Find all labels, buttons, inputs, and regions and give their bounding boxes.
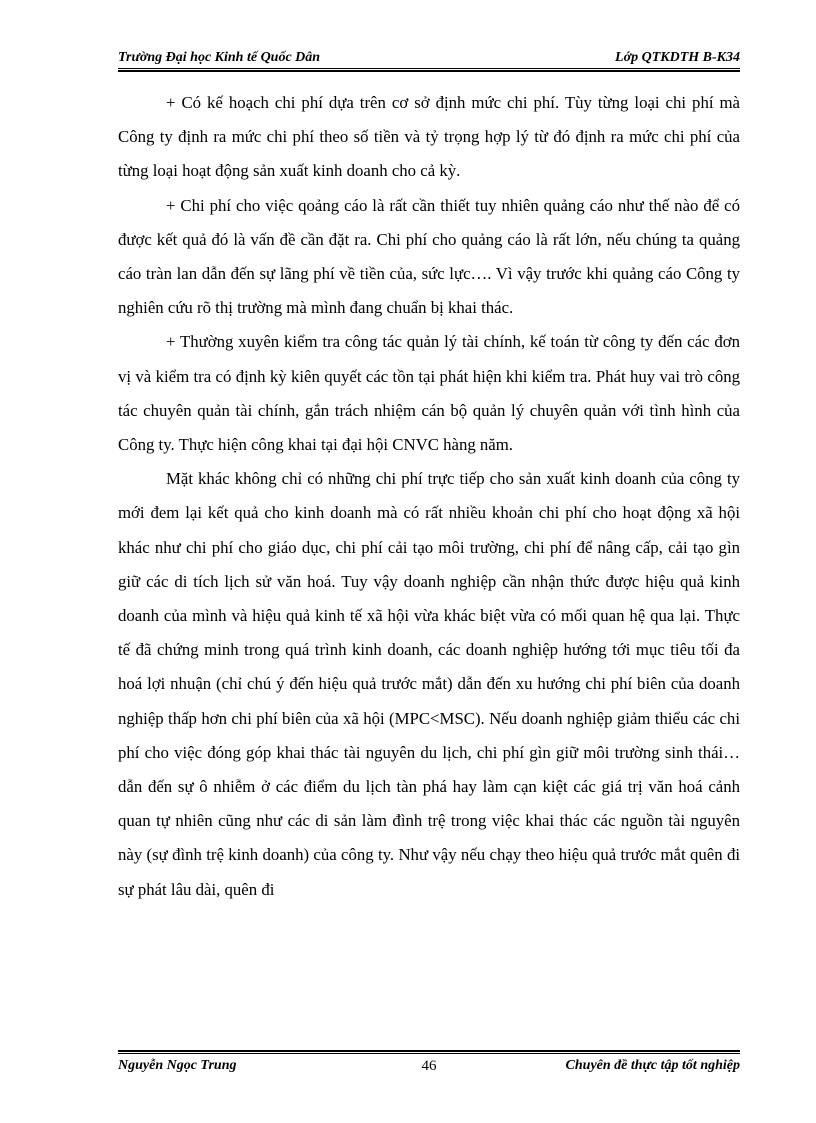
document-body — [118, 86, 740, 907]
header-divider — [118, 68, 740, 72]
paragraph-advertising-cost: + Chi phí cho việc qoảng cáo là rất cần thiết tuy nhiên quảng cáo như thế nào để có được kết quả đó là vấn đề cần đặt ra. Chi phí cho quảng cáo là rất lớn, nếu chúng ta quảng cáo tràn lan dẫn đến sự lãng phí về tiền của, sức lực…. Vì vậy trước khi quảng cáo Công ty nghiên cứu rõ thị trường mà mình đang chuẩn bị khai thác. — [118, 195, 740, 318]
header-school-name: Trường Đại học Kinh tế Quốc Dân — [118, 50, 321, 65]
page-number: 46 — [421, 1058, 437, 1074]
paragraph-social-costs: Mặt khác không chỉ có những chi phí trực tiếp cho sản xuất kinh doanh của công ty mới đem lại kết quả cho kinh doanh mà có rất nhiều khoản chi phí cho hoạt động xã hội khác như chi phí cho giáo dục, chi phí cải tạo môi trường, chi phí để nâng cấp, cải tạo gìn giữ các di tích lịch sử văn hoá. Tuy vậy doanh nghiệp cần nhận thức được hiệu quả kinh doanh của mình và hiệu quả kinh tế xã hội vừa khác biệt vừa có mối quan hệ qua lại. Thực tế đã chứng minh trong quá trình kinh doanh, các doanh nghiệp hướng tới mục tiêu tối đa hoá lợi nhuận (chỉ chú ý đến hiệu quả trước mắt) dẫn đến xu hướng chi phí biên của doanh nghiệp thấp hơn chi phí biên của xã hội (MPC<MSC). Nếu doanh nghiệp giảm thiểu các chi phí cho việc đóng góp khai thác tài nguyên du lịch, chi phí gìn giữ môi trường sinh thái… dẫn đến sự ô nhiễm ở các điểm du lịch tàn phá hay làm cạn kiệt các giá trị văn hoá cảnh quan tự nhiên cũng như các di sản làm đình trệ trong việc khai thác các nguồn tài nguyên này (sự đình trệ kinh doanh) của công ty. Như vậy nếu chạy theo hiệu quả trước mắt quên đi sự phát lâu dài, quên đi — [118, 469, 740, 899]
footer-divider — [118, 1050, 740, 1054]
footer-document-type: Chuyên đề thực tập tốt nghiệp — [565, 1058, 740, 1073]
header-class-name: Lớp QTKDTH B-K34 — [615, 50, 740, 65]
page-footer — [118, 1058, 740, 1076]
page-header — [118, 50, 740, 68]
paragraph-cost-planning: + Có kế hoạch chi phí dựa trên cơ sở định mức chi phí. Tùy từng loại chi phí mà Công ty định ra mức chi phí theo số tiền và tỷ trọng hợp lý từ đó định ra mức chi phí của từng loại hoạt động sản xuất kinh doanh cho cả kỳ. — [118, 93, 740, 181]
footer-author: Nguyễn Ngọc Trung — [118, 1058, 237, 1073]
paragraph-financial-audit: + Thường xuyên kiểm tra công tác quản lý tài chính, kế toán từ công ty đến các đơn vị và kiểm tra có định kỳ kiên quyết các tồn tại phát hiện khi kiểm tra. Phát huy vai trò công tác chuyên quản tài chính, gắn trách nhiệm cán bộ quản lý chuyên quản với tình hình của Công ty. Thực hiện công khai tại đại hội CNVC hàng năm. — [118, 332, 740, 455]
